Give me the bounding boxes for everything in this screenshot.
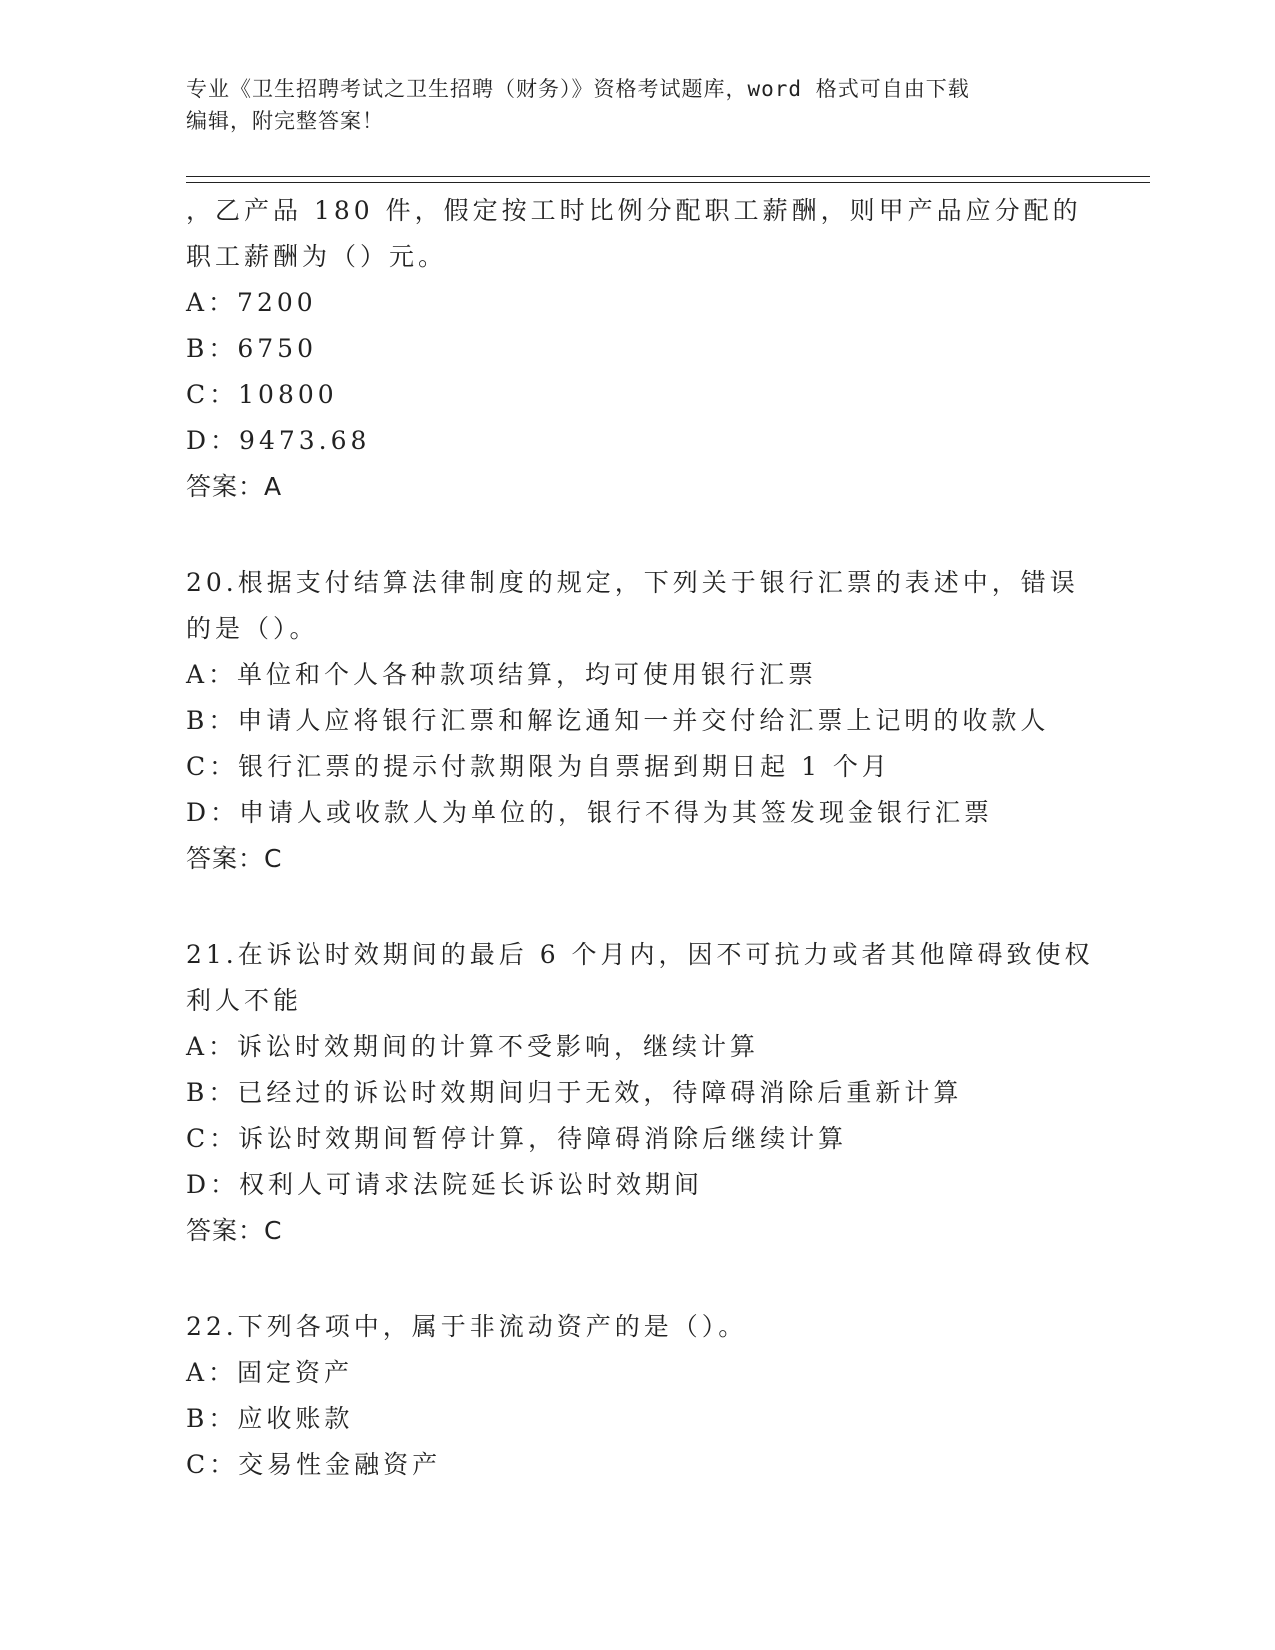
option-d: D：9473.68	[186, 426, 371, 455]
option-c: C：诉讼时效期间暂停计算，待障碍消除后继续计算	[186, 1124, 848, 1153]
question-block	[186, 932, 1106, 1254]
option-a: A：固定资产	[186, 1358, 354, 1387]
question-stem-line: ，乙产品 180 件，假定按工时比例分配职工薪酬，则甲产品应分配的	[186, 196, 1082, 225]
header-divider-top	[186, 176, 1150, 177]
question-block	[186, 188, 1106, 510]
header-title-line-2: 编辑，附完整答案！	[186, 109, 384, 133]
question-stem-line: 21.在诉讼时效期间的最后 6 个月内，因不可抗力或者其他障碍致使权	[186, 940, 1094, 969]
question-list	[186, 188, 1106, 1488]
option-c: C：银行汇票的提示付款期限为自票据到期日起 1 个月	[186, 752, 891, 781]
option-b: B：应收账款	[186, 1404, 354, 1433]
option-a: A：单位和个人各种款项结算，均可使用银行汇票	[186, 660, 818, 689]
question-block	[186, 1304, 1106, 1488]
header-divider-bottom	[186, 182, 1150, 183]
answer-line: 答案：C	[186, 844, 283, 873]
option-b: B：已经过的诉讼时效期间归于无效，待障碍消除后重新计算	[186, 1078, 963, 1107]
header-title-line-1: 专业《卫生招聘考试之卫生招聘（财务）》资格考试题库，word 格式可自由下载	[186, 77, 970, 101]
option-c: C：交易性金融资产	[186, 1450, 442, 1479]
option-c: C：10800	[186, 380, 338, 409]
option-b: B：申请人应将银行汇票和解讫通知一并交付给汇票上记明的收款人	[186, 706, 1050, 735]
option-d: D：申请人或收款人为单位的，银行不得为其签发现金银行汇票	[186, 798, 994, 827]
page-header	[186, 73, 1086, 137]
question-stem-line: 20.根据支付结算法律制度的规定，下列关于银行汇票的表述中，错误	[186, 568, 1079, 597]
option-b: B：6750	[186, 334, 317, 363]
answer-line: 答案：A	[186, 472, 283, 501]
answer-line: 答案：C	[186, 1216, 283, 1245]
option-a: A：7200	[186, 288, 317, 317]
option-d: D：权利人可请求法院延长诉讼时效期间	[186, 1170, 704, 1199]
option-a: A：诉讼时效期间的计算不受影响，继续计算	[186, 1032, 760, 1061]
question-stem-line: 利人不能	[186, 986, 303, 1015]
question-stem-line: 的是（）。	[186, 614, 319, 643]
question-block	[186, 560, 1106, 882]
question-stem-line: 22.下列各项中，属于非流动资产的是（）。	[186, 1312, 748, 1341]
question-stem-line: 职工薪酬为（）元。	[186, 242, 448, 271]
